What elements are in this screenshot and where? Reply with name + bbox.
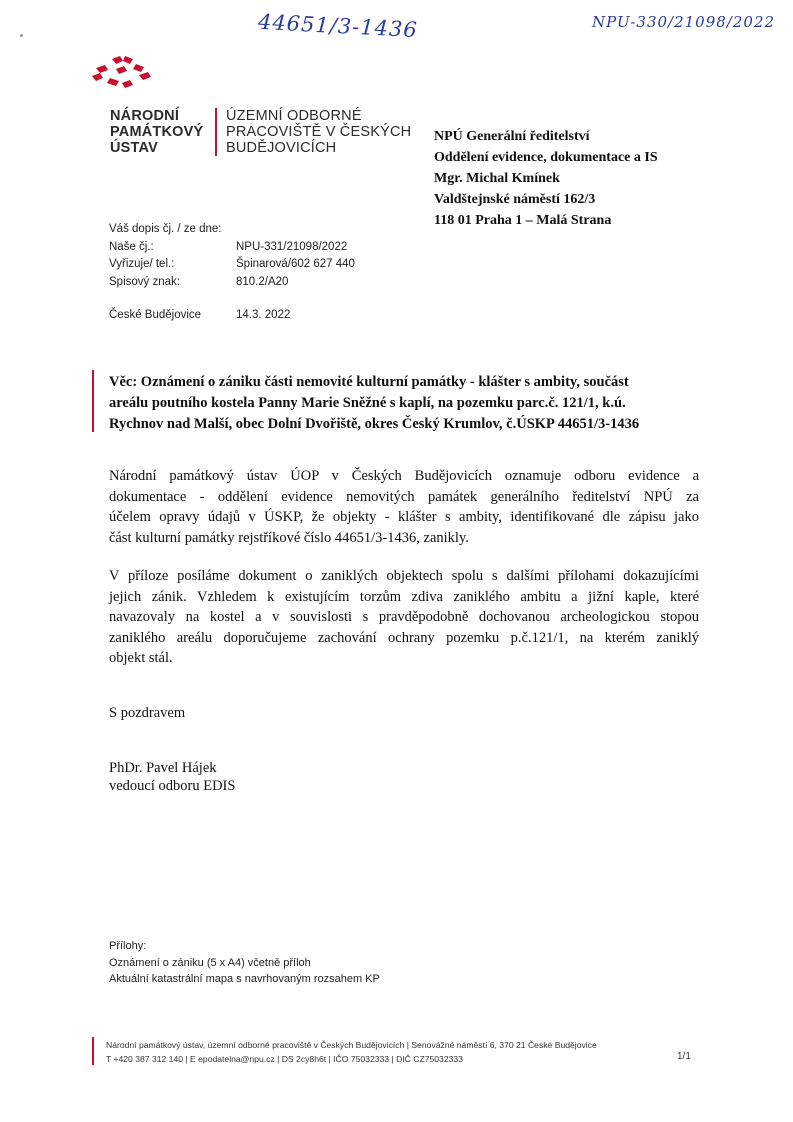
footer-marker xyxy=(92,1037,94,1065)
recipient-line: NPÚ Generální ředitelství xyxy=(434,129,590,144)
footer-contacts: T +420 387 312 140 | E epodatelna@npu.cz | DS 2cy8h6t | IČO 75032333 | DIČ CZ75032333 xyxy=(106,1054,463,1064)
reference-row xyxy=(109,239,355,257)
our-ref-value: NPU-331/21098/2022 xyxy=(236,240,348,253)
file-mark-label: Spisový znak: xyxy=(109,275,180,288)
dept-name-line: BUDĚJOVICÍCH xyxy=(226,140,337,156)
signatory-title: vedoucí odboru EDIS xyxy=(109,778,236,794)
paragraph-line: objekt stál. xyxy=(109,650,173,666)
department-name xyxy=(226,108,411,156)
signatory-name: PhDr. Pavel Hájek xyxy=(109,760,217,776)
body-paragraph-2 xyxy=(109,566,699,669)
recipient-line: Mgr. Michal Kmínek xyxy=(434,171,560,186)
greeting: S pozdravem xyxy=(109,705,186,721)
footer xyxy=(106,1038,597,1066)
paragraph-line: dokumentace - oddělení evidence nemovitých památek generálního ředitelství NPÚ za xyxy=(109,488,699,505)
scan-artifact xyxy=(20,34,23,37)
footer-address: Národní památkový ústav, územní odborné pracoviště v Českých Budějovicích | Senovážné náměstí 6, 370 21 České Budějovice xyxy=(106,1040,597,1050)
dept-name-line: ÚZEMNÍ ODBORNÉ xyxy=(226,108,362,124)
page-number: 1/1 xyxy=(677,1051,691,1062)
handwritten-reference-number: 44651/3-1436 xyxy=(257,9,419,43)
place-date xyxy=(109,309,290,321)
date: 14.3. 2022 xyxy=(236,309,291,321)
file-mark-value: 810.2/A20 xyxy=(236,275,289,288)
subject xyxy=(109,372,709,435)
npu-logo-icon xyxy=(92,56,160,92)
org-name-line: ÚSTAV xyxy=(110,140,158,156)
subject-marker xyxy=(92,370,94,432)
body-paragraph-1 xyxy=(109,466,699,548)
dept-name-line: PRACOVIŠTĚ V ČESKÝCH xyxy=(226,124,412,140)
reference-row xyxy=(109,221,355,239)
recipient-line: Oddělení evidence, dokumentace a IS xyxy=(434,150,658,165)
org-name-line: PAMÁTKOVÝ xyxy=(110,124,204,140)
recipient-address xyxy=(434,126,658,231)
paragraph-line: část kulturní památky rejstříkové číslo 44651/3-1436, zanikly. xyxy=(109,529,469,546)
attachments-heading: Přílohy: xyxy=(109,940,147,952)
subject-line: areálu poutního kostela Panny Marie Sněžné s kaplí, na pozemku parc.č. 121/1, k.ú. xyxy=(109,395,626,411)
attachment-item: Oznámení o zániku (5 x A4) včetně příloh xyxy=(109,956,311,969)
organization-name xyxy=(110,108,203,156)
your-letter-label: Váš dopis čj. / ze dne: xyxy=(109,223,222,235)
paragraph-line: jejich zánik. Vzhledem k existujícím torzům zdiva zaniklého ambitu a jižní kaple, které xyxy=(109,588,699,605)
handler-label: Vyřizuje/ tel.: xyxy=(109,258,175,270)
reference-row xyxy=(109,256,355,274)
place: České Budějovice xyxy=(109,309,202,321)
paragraph-line: zaniklého areálu doporučujeme zachování ochrany pozemku p.č.121/1, na kterém zaniklý xyxy=(109,629,699,646)
reference-row xyxy=(109,274,355,292)
attachment-item: Aktuální katastrální mapa s navrhovaným rozsahem KP xyxy=(109,973,380,985)
paragraph-line: V příloze posíláme dokument o zaniklých objektech spolu s dalšími přílohami dokazujícími xyxy=(109,568,699,584)
subject-line: Věc: Oznámení o zániku části nemovité kulturní památky - klášter s ambity, součást xyxy=(109,374,629,390)
reference-block xyxy=(109,221,355,291)
our-ref-label: Naše čj.: xyxy=(109,240,154,253)
recipient-line: Valdštejnské náměstí 162/3 xyxy=(434,192,596,207)
paragraph-line: účelem opravy údajů v ÚSKP, že objekty - klášter s ambity, identifikované dle zápisu jako xyxy=(109,509,699,525)
org-name-line: NÁRODNÍ xyxy=(110,108,180,124)
paragraph-line: navazovaly na kostel a v souvislosti s pravděpodobně dochovanou archeologickou stopou xyxy=(109,609,699,625)
handler-value: Špinarová/602 627 440 xyxy=(236,258,355,270)
attachments xyxy=(109,938,380,988)
paragraph-line: Národní památkový ústav ÚOP v Českých Budějovicích oznamuje odboru evidence a xyxy=(109,468,699,484)
handwritten-file-number: NPU-330/21098/2022 xyxy=(592,13,776,31)
subject-line: Rychnov nad Malší, obec Dolní Dvořiště, okres Český Krumlov, č.ÚSKP 44651/3-1436 xyxy=(109,416,640,432)
logo-divider xyxy=(215,108,217,156)
recipient-line: 118 01 Praha 1 – Malá Strana xyxy=(434,213,612,228)
